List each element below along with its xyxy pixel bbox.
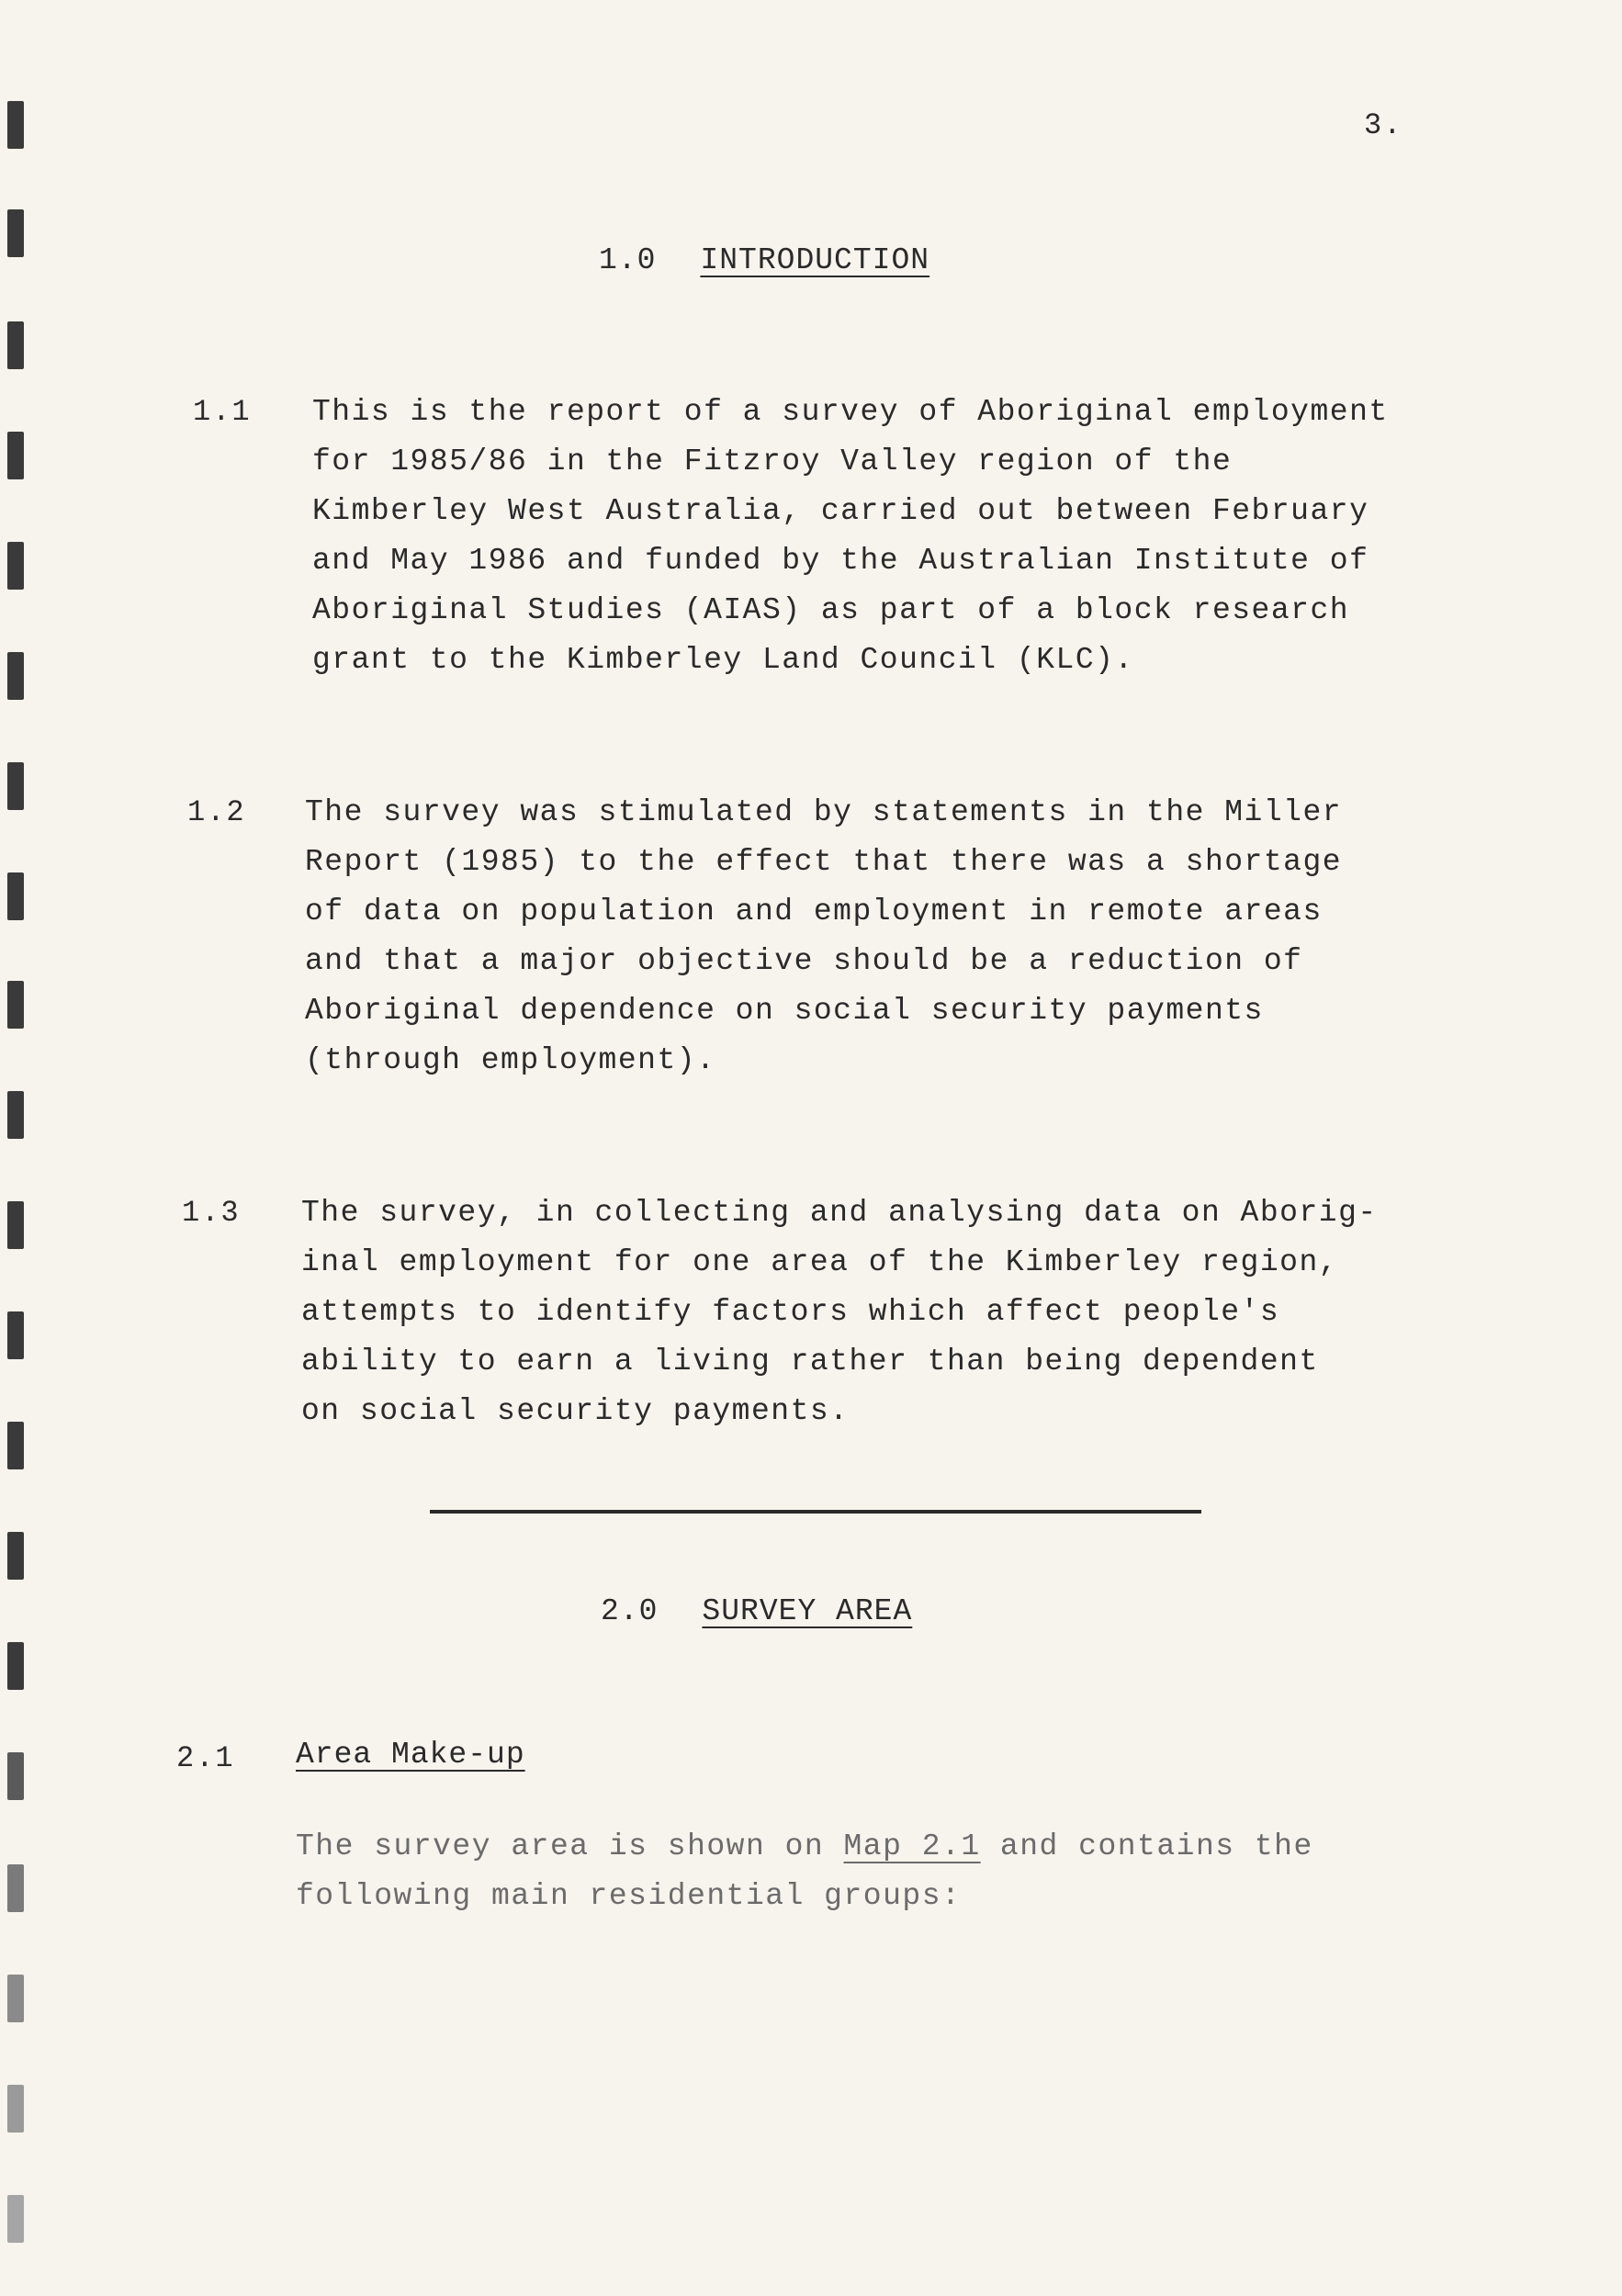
binding-hole (7, 2195, 24, 2243)
binding-holes (0, 0, 64, 2296)
paragraph-number: 1.3 (182, 1196, 241, 1230)
paragraph-1-2 (305, 788, 1342, 1086)
paragraph-number: 1.1 (193, 395, 252, 429)
paragraph-line: (through employment). (305, 1043, 716, 1077)
binding-hole (7, 542, 24, 590)
paragraph-line: ability to earn a living rather than being dependent (301, 1345, 1319, 1379)
section-number: 1.0 (599, 243, 657, 277)
binding-hole (7, 1752, 24, 1800)
paragraph-line: The survey, in collecting and analysing data on Aborig- (301, 1196, 1378, 1230)
section-title: INTRODUCTION (700, 243, 930, 277)
binding-hole (7, 432, 24, 479)
binding-hole (7, 321, 24, 369)
page-number: 3. (1364, 108, 1403, 142)
binding-hole (7, 1975, 24, 2022)
binding-hole (7, 1642, 24, 1690)
binding-hole (7, 1532, 24, 1580)
binding-hole (7, 872, 24, 920)
binding-hole (7, 762, 24, 810)
paragraph-line: grant to the Kimberley Land Council (KLC). (312, 643, 1134, 677)
paragraph-line: attempts to identify factors which affect people's (301, 1295, 1280, 1329)
paragraph-number: 1.2 (187, 795, 246, 829)
section-heading-introduction (599, 243, 929, 277)
paragraph-line: and May 1986 and funded by the Australian Institute of (312, 544, 1369, 578)
binding-hole (7, 1201, 24, 1249)
paragraph-line: following main residential groups: (296, 1879, 962, 1913)
paragraph-2-1 (296, 1822, 1313, 1921)
paragraph-number: 2.1 (176, 1741, 235, 1775)
paragraph-line: inal employment for one area of the Kimberley region, (301, 1245, 1339, 1279)
section-heading-survey-area (601, 1594, 912, 1628)
section-number: 2.0 (601, 1594, 659, 1628)
section-title: SURVEY AREA (702, 1594, 913, 1628)
paragraph-line (296, 1822, 1313, 1872)
paragraph-line: The survey was stimulated by statements in the Miller (305, 795, 1343, 829)
paragraph-1-1 (312, 388, 1389, 685)
map-reference: Map 2.1 (843, 1829, 981, 1863)
paragraph-text: The survey area is shown on (296, 1829, 844, 1863)
binding-hole (7, 2085, 24, 2133)
paragraph-line: This is the report of a survey of Aboriginal employment (312, 395, 1389, 429)
binding-hole (7, 1422, 24, 1469)
paragraph-line: and that a major objective should be a reduction of (305, 944, 1303, 978)
binding-hole (7, 652, 24, 700)
binding-hole (7, 209, 24, 257)
paragraph-line: Kimberley West Australia, carried out between February (312, 494, 1369, 528)
binding-hole (7, 1091, 24, 1139)
binding-hole (7, 101, 24, 149)
paragraph-line: Aboriginal dependence on social security payments (305, 994, 1264, 1028)
binding-hole (7, 1864, 24, 1912)
section-divider (430, 1510, 1201, 1514)
subsection-title: Area Make-up (296, 1738, 525, 1772)
paragraph-line: for 1985/86 in the Fitzroy Valley region of the (312, 445, 1233, 478)
binding-hole (7, 981, 24, 1029)
paragraph-line: of data on population and employment in remote areas (305, 895, 1323, 929)
binding-hole (7, 1311, 24, 1359)
paragraph-line: Report (1985) to the effect that there was a shortage (305, 845, 1343, 879)
paragraph-text: and contains the (980, 1829, 1313, 1863)
paragraph-line: on social security payments. (301, 1394, 850, 1428)
paragraph-1-3 (301, 1188, 1378, 1436)
paragraph-line: Aboriginal Studies (AIAS) as part of a block research (312, 593, 1350, 627)
